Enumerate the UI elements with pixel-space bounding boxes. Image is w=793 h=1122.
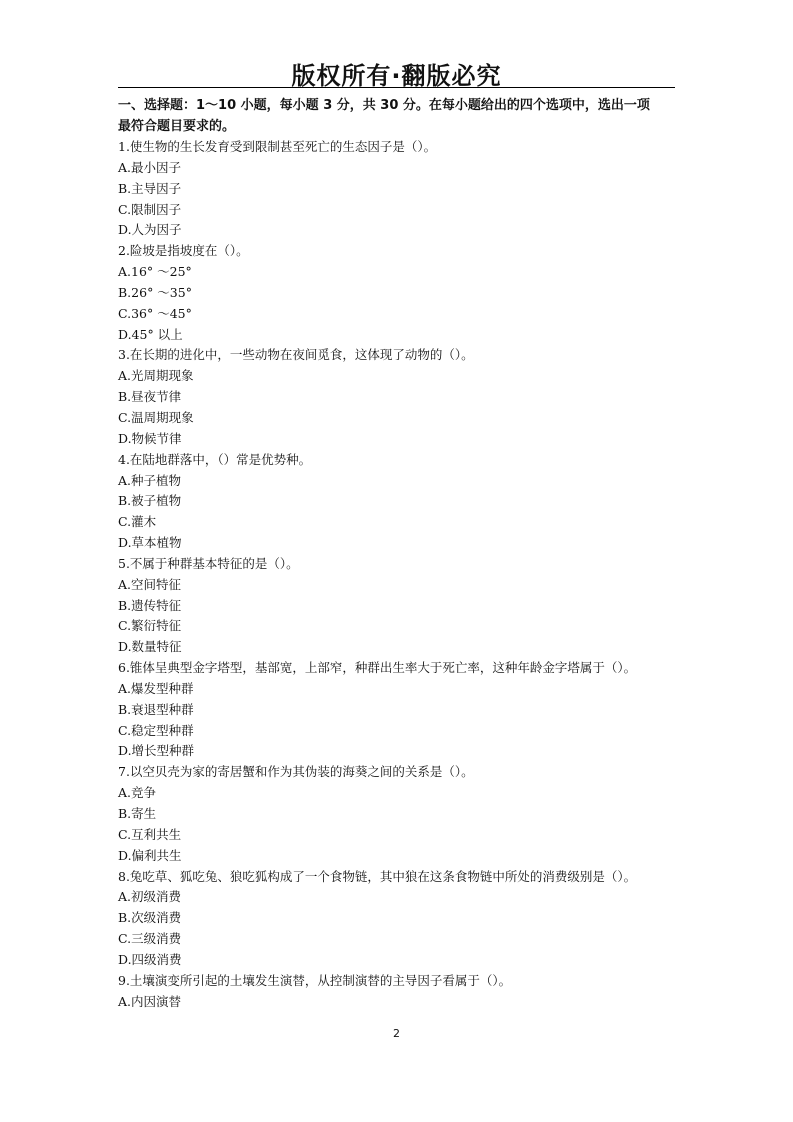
answer-option: C.稳定型种群 <box>118 722 194 738</box>
answer-option: A.空间特征 <box>118 576 182 592</box>
question-stem: 8.兔吃草、狐吃兔、狼吃狐构成了一个食物链，其中狼在这条食物链中所处的消费级别是（）。 <box>118 868 637 884</box>
answer-option: C.温周期现象 <box>118 409 194 425</box>
question-stem: 7.以空贝壳为家的寄居蟹和作为其伪装的海葵之间的关系是（）。 <box>118 764 474 780</box>
answer-option: A.内因演替 <box>118 993 182 1009</box>
answer-option: D.增长型种群 <box>118 743 195 759</box>
answer-option: D.四级消费 <box>118 951 182 967</box>
answer-option: B.昼夜节律 <box>118 389 182 405</box>
answer-option: A.初级消费 <box>118 889 182 905</box>
answer-option: A.竞争 <box>118 785 157 801</box>
answer-option: A.光周期现象 <box>118 368 194 384</box>
answer-option: C.三级消费 <box>118 931 182 947</box>
answer-option: C.繁衍特征 <box>118 618 182 634</box>
answer-option: C.灌木 <box>118 514 157 530</box>
question-list <box>118 137 678 1012</box>
section-heading-line-1: 一、选择题：1～10 小题，每小题 3 分，共 30 分。在每小题给出的四个选项中，选出一项 <box>118 98 650 113</box>
page-header-title: 版权所有·翻版必究 <box>291 62 502 90</box>
question-stem: 9.土壤演变所引起的土壤发生演替，从控制演替的主导因子看属于（）。 <box>118 972 512 988</box>
answer-option: D.人为因子 <box>118 222 182 238</box>
answer-option: B.主导因子 <box>118 180 182 196</box>
answer-option: C.36° ～45° <box>118 305 192 321</box>
answer-option: A.种子植物 <box>118 472 182 488</box>
question-stem: 1.使生物的生长发育受到限制甚至死亡的生态因子是（）。 <box>118 139 437 154</box>
answer-option: D.草本植物 <box>118 535 182 551</box>
answer-option: A.爆发型种群 <box>118 680 194 696</box>
answer-option: B.被子植物 <box>118 493 182 509</box>
page-number: 2 <box>393 1027 400 1040</box>
header-divider <box>118 87 675 88</box>
question-stem: 5.不属于种群基本特征的是（）。 <box>118 555 299 571</box>
answer-option: C.限制因子 <box>118 201 182 217</box>
question-content <box>118 95 678 1012</box>
section-heading-line-2: 最符合题目要求的。 <box>118 119 236 134</box>
answer-option: B.遗传特征 <box>118 597 182 613</box>
answer-option: B.次级消费 <box>118 910 182 926</box>
answer-option: C.互利共生 <box>118 826 182 842</box>
answer-option: D.数量特征 <box>118 639 182 655</box>
question-stem: 4.在陆地群落中，（）常是优势种。 <box>118 451 312 467</box>
answer-option: D.45° 以上 <box>118 326 183 342</box>
question-stem: 2.险坡是指坡度在（）。 <box>118 243 249 259</box>
answer-option: D.偏利共生 <box>118 847 182 863</box>
question-stem: 6.锥体呈典型金字塔型，基部宽，上部窄，种群出生率大于死亡率，这种年龄金字塔属于（）。 <box>118 660 637 676</box>
answer-option: A.最小因子 <box>118 159 182 175</box>
answer-option: D.物候节律 <box>118 430 182 446</box>
answer-option: B.26° ～35° <box>118 284 192 300</box>
answer-option: B.衰退型种群 <box>118 701 194 717</box>
answer-option: B.寄生 <box>118 806 157 821</box>
answer-option: A.16° ～25° <box>118 264 192 280</box>
question-stem: 3.在长期的进化中，一些动物在夜间觅食，这体现了动物的（）。 <box>118 347 474 363</box>
